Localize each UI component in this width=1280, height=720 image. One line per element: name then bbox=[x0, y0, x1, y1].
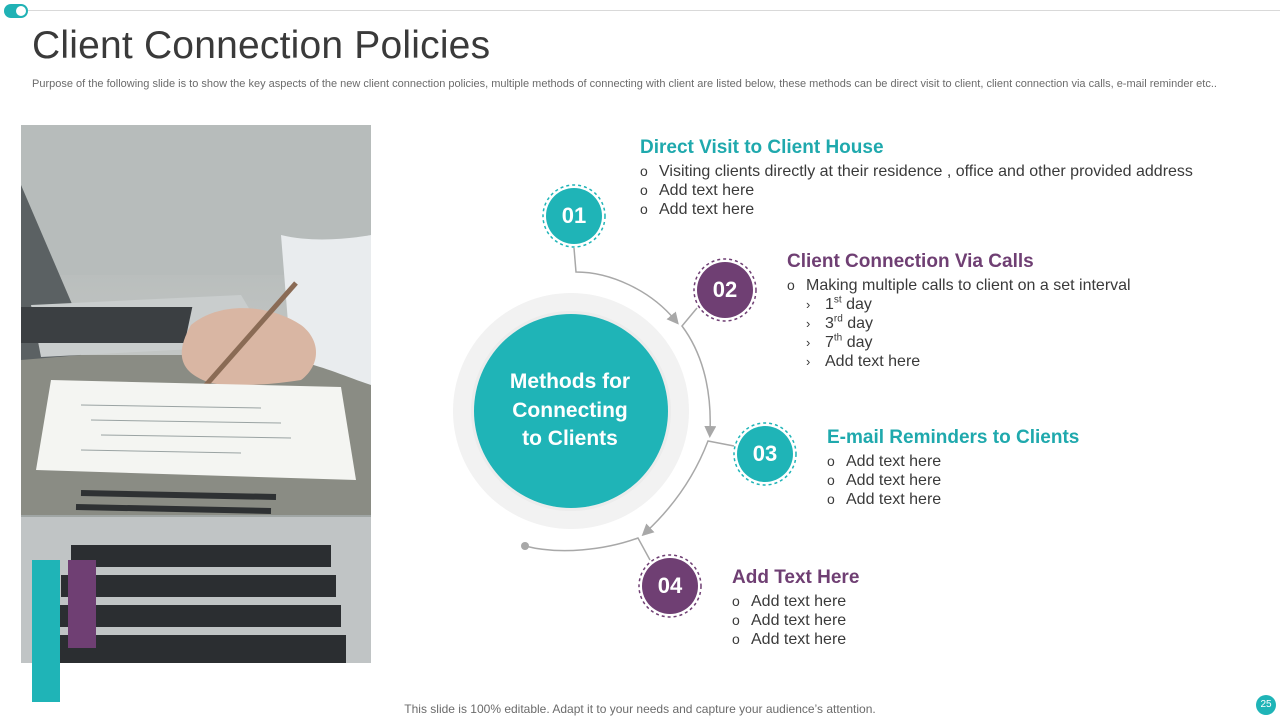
connector-04-end bbox=[525, 538, 650, 560]
center-label-line1: Methods for bbox=[509, 370, 631, 393]
step-04-title: Add Text Here bbox=[732, 567, 860, 588]
list-item: o Add text here bbox=[732, 631, 847, 648]
step-01-number: 01 bbox=[561, 203, 587, 228]
list-item: o Add text here bbox=[827, 491, 942, 508]
step-01-title: Direct Visit to Client House bbox=[640, 137, 884, 158]
step-02-number: 02 bbox=[712, 277, 738, 302]
page-title: Client Connection Policies bbox=[32, 24, 491, 67]
list-item: › 3rd day bbox=[806, 313, 874, 332]
list-item: o Add text here bbox=[640, 182, 755, 199]
step-03-title: E-mail Reminders to Clients bbox=[827, 427, 1080, 448]
list-item: o Add text here bbox=[732, 593, 847, 610]
list-item: o Add text here bbox=[732, 612, 847, 629]
center-label bbox=[486, 368, 654, 454]
step-02-block bbox=[787, 251, 1131, 371]
list-item: o Add text here bbox=[827, 453, 942, 470]
step-03-number: 03 bbox=[752, 441, 778, 466]
footer-note: This slide is 100% editable. Adapt it to your needs and capture your audience’s attention. bbox=[404, 702, 876, 716]
list-item: o Add text here bbox=[827, 472, 942, 489]
list-item: o Making multiple calls to client on a set interval bbox=[787, 277, 1131, 294]
step-04-block bbox=[732, 567, 859, 649]
step-04-number: 04 bbox=[657, 573, 683, 598]
step-03-block bbox=[827, 427, 1079, 509]
list-item: o Visiting clients directly at their residence , office and other provided address bbox=[640, 163, 1193, 180]
list-item: › 7th day bbox=[806, 332, 873, 351]
page-number-badge: 25 bbox=[1256, 695, 1276, 715]
center-label-line3: to Clients bbox=[522, 427, 618, 450]
list-item: › Add text here bbox=[806, 353, 921, 370]
step-01-block bbox=[640, 137, 1193, 219]
step-02-title: Client Connection Via Calls bbox=[787, 251, 1034, 272]
list-item: › 1st day bbox=[806, 294, 872, 313]
center-label-line2: Connecting bbox=[512, 398, 628, 422]
list-item: o Add text here bbox=[640, 201, 755, 218]
page-subtitle: Purpose of the following slide is to show the key aspects of the new client connection policies, multiple methods of connecting with client are listed below, these methods can be direct visit to client, client connection via calls, e-mail reminder etc.. bbox=[32, 78, 1217, 90]
